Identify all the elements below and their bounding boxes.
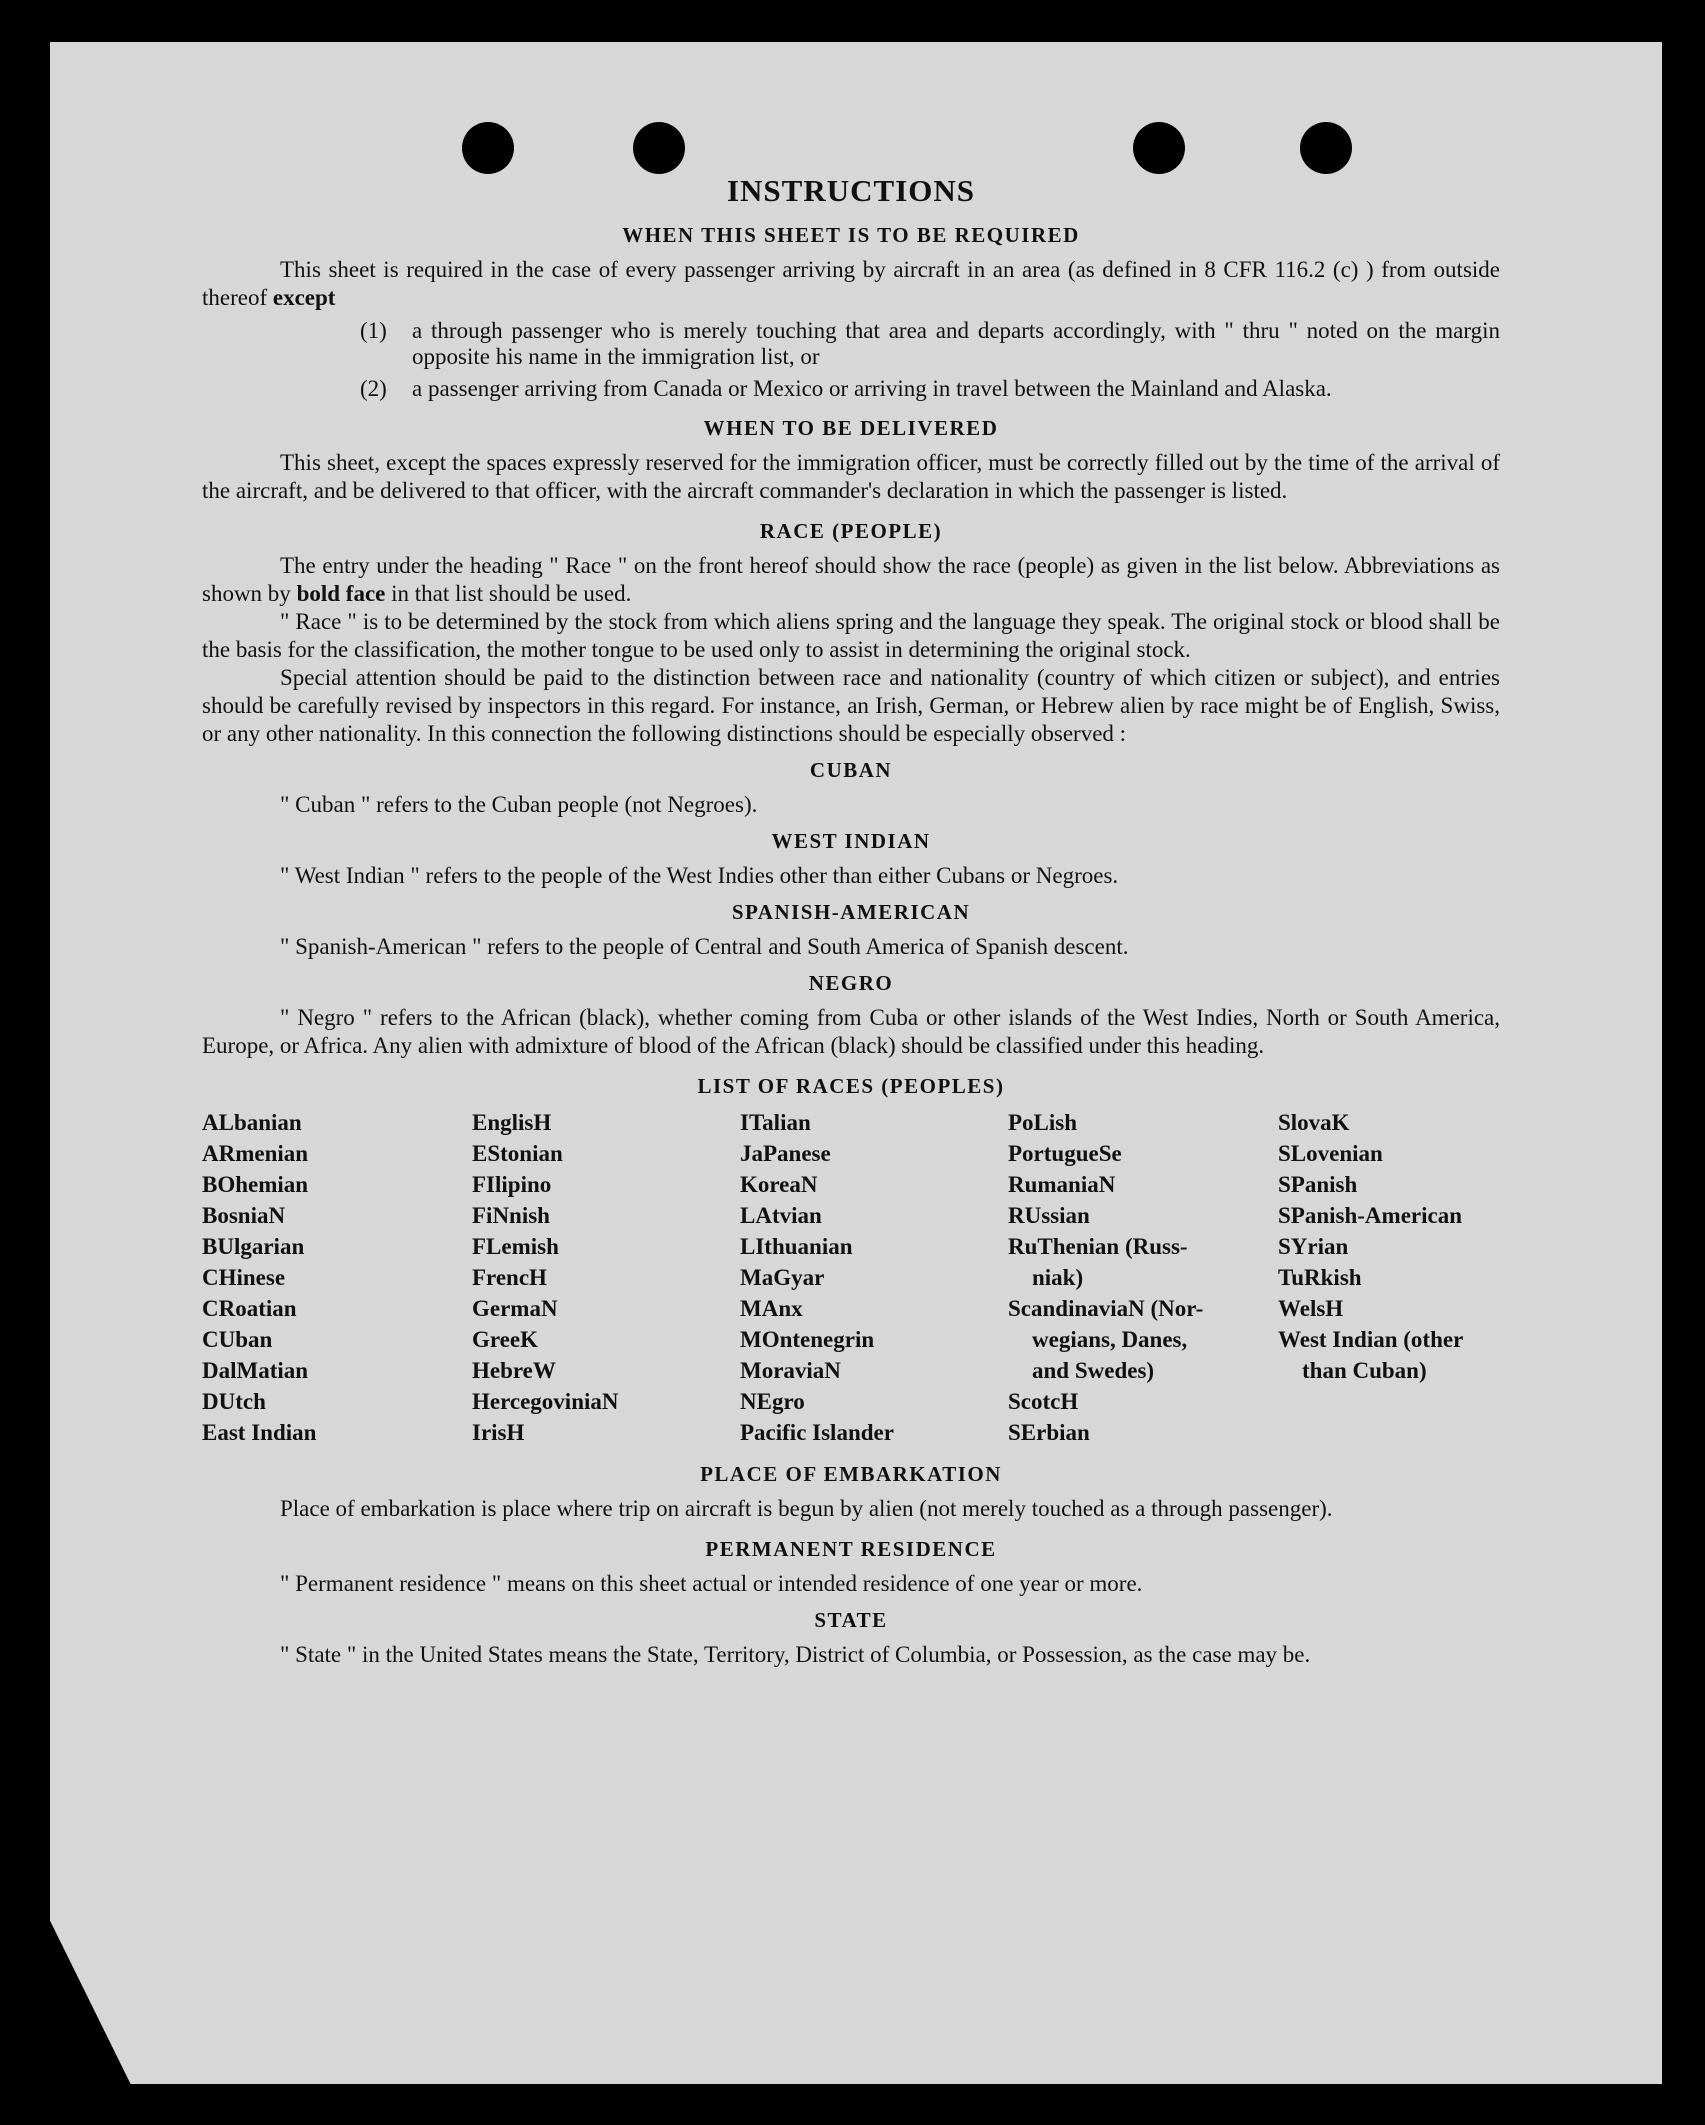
race-item: JaPanese bbox=[740, 1141, 831, 1166]
races-column-5 bbox=[1278, 1107, 1500, 1448]
race-item: ITalian bbox=[740, 1110, 811, 1135]
section-heading-race: RACE (PEOPLE) bbox=[759, 519, 943, 543]
residence-text: " Permanent residence " means on this sheet actual or intended residence of one year or more. bbox=[280, 1571, 1143, 1596]
race-item: East Indian bbox=[202, 1420, 317, 1445]
instructions-content bbox=[202, 165, 1500, 1669]
race-item: GreeK bbox=[472, 1327, 538, 1352]
race-item: RUssian bbox=[1008, 1203, 1090, 1228]
race-item: SLovenian bbox=[1278, 1141, 1383, 1166]
required-text: This sheet is required in the case of every passenger arriving by aircraft in an area (as defined in 8 CFR 116.2 (c) ) from outside thereof bbox=[202, 257, 1500, 310]
required-paragraph bbox=[202, 256, 1500, 312]
state-text: " State " in the United States means the State, Territory, District of Columbia, or Possession, as the case may be. bbox=[280, 1642, 1311, 1667]
race-item: BosniaN bbox=[202, 1203, 286, 1228]
race-item: SPanish-American bbox=[1278, 1203, 1462, 1228]
page-title: INSTRUCTIONS bbox=[726, 173, 975, 208]
exception-item-2 bbox=[360, 376, 1500, 402]
race-item: FiNnish bbox=[472, 1203, 550, 1228]
race-text: in that list should be used. bbox=[391, 581, 632, 606]
section-heading-negro: NEGRO bbox=[808, 971, 894, 995]
item-text: a through passenger who is merely touching that area and departs accordingly, with " thru " noted on the margin opposite his name in the immigration list, or bbox=[412, 318, 1500, 369]
race-item: LAtvian bbox=[740, 1203, 822, 1228]
section-heading-spanish-american: SPANISH-AMERICAN bbox=[731, 900, 971, 924]
race-item: SErbian bbox=[1008, 1420, 1090, 1445]
race-item: ARmenian bbox=[202, 1141, 309, 1166]
race-item: MAnx bbox=[740, 1296, 803, 1321]
race-item: RuThenian (Russ- bbox=[1008, 1234, 1188, 1259]
embarkation-text: Place of embarkation is place where trip on aircraft is begun by alien (not merely touched as a through passenger). bbox=[280, 1496, 1333, 1521]
race-item: FLemish bbox=[472, 1234, 559, 1259]
item-text: a passenger arriving from Canada or Mexico or arriving in travel between the Mainland and Alaska. bbox=[412, 376, 1332, 401]
section-heading-embarkation: PLACE OF EMBARKATION bbox=[700, 1462, 1002, 1486]
race-item: HercegoviniaN bbox=[472, 1389, 619, 1414]
race-item: EStonian bbox=[472, 1141, 563, 1166]
exception-item-1 bbox=[360, 318, 1500, 370]
race-item: SYrian bbox=[1278, 1234, 1349, 1259]
race-item: ALbanian bbox=[202, 1110, 302, 1135]
item-number: (2) bbox=[360, 376, 387, 401]
race-item: TuRkish bbox=[1278, 1265, 1362, 1290]
race-item: NEgro bbox=[740, 1389, 805, 1414]
section-heading-state: STATE bbox=[814, 1608, 888, 1632]
spanish-american-text: " Spanish-American " refers to the people of Central and South America of Spanish descent. bbox=[280, 934, 1129, 959]
race-item: CHinese bbox=[202, 1265, 286, 1290]
race-item: DUtch bbox=[202, 1389, 266, 1414]
race-item: GermaN bbox=[472, 1296, 558, 1321]
race-item: BUlgarian bbox=[202, 1234, 305, 1259]
race-item: WelsH bbox=[1278, 1296, 1344, 1321]
race-item: FIlipino bbox=[472, 1172, 552, 1197]
race-item-continued: and Swedes) bbox=[1032, 1358, 1155, 1383]
race-item-continued: niak) bbox=[1032, 1265, 1084, 1290]
race-item: ScandinaviaN (Nor- bbox=[1008, 1296, 1204, 1321]
negro-text: " Negro " refers to the African (black), whether coming from Cuba or other islands of the West Indies, North or South America, Europe, or Africa. Any alien with admixture of blood of the African (black) should be classified under this heading. bbox=[202, 1005, 1500, 1058]
race-item: MaGyar bbox=[740, 1265, 825, 1290]
race-item: SlovaK bbox=[1278, 1110, 1350, 1135]
delivered-paragraph: This sheet, except the spaces expressly reserved for the immigration officer, must be correctly filled out by the time of the arrival of the aircraft, and be delivered to that officer, with the aircraft commander's declaration in which the passenger is listed. bbox=[202, 450, 1500, 503]
race-item: CRoatian bbox=[202, 1296, 297, 1321]
race-paragraph-2: " Race " is to be determined by the stock from which aliens spring and the language they speak. The original stock or blood shall be the basis for the classification, the mother tongue to be used only to assist in determining the original stock. bbox=[202, 609, 1500, 662]
race-item: FrencH bbox=[472, 1265, 547, 1290]
section-heading-required: WHEN THIS SHEET IS TO BE REQUIRED bbox=[622, 223, 1080, 247]
races-column-1 bbox=[202, 1107, 472, 1448]
races-column-4 bbox=[1008, 1107, 1278, 1448]
race-item: West Indian (other bbox=[1278, 1327, 1464, 1352]
race-item: EnglisH bbox=[472, 1110, 552, 1135]
race-item: BOhemian bbox=[202, 1172, 309, 1197]
race-item: RumaniaN bbox=[1008, 1172, 1116, 1197]
except-text: except bbox=[272, 285, 336, 310]
cuban-text: " Cuban " refers to the Cuban people (not Negroes). bbox=[280, 792, 758, 817]
race-item: CUban bbox=[202, 1327, 273, 1352]
races-column-3 bbox=[740, 1107, 1008, 1448]
race-item-continued: than Cuban) bbox=[1302, 1358, 1427, 1383]
race-item: ScotcH bbox=[1008, 1389, 1079, 1414]
race-item: PoLish bbox=[1008, 1110, 1078, 1135]
bold-face-text: bold face bbox=[296, 581, 386, 606]
races-column-2 bbox=[472, 1107, 740, 1448]
race-text: The entry under the heading " Race " on the front hereof should show the race (people) as given in the list below. Abbreviations as shown by bbox=[202, 553, 1500, 606]
race-item: Pacific Islander bbox=[740, 1420, 894, 1445]
race-item-continued: wegians, Danes, bbox=[1032, 1327, 1188, 1352]
race-item: IrisH bbox=[472, 1420, 525, 1445]
item-number: (1) bbox=[360, 318, 387, 343]
section-heading-races-list: LIST OF RACES (PEOPLES) bbox=[697, 1074, 1005, 1098]
race-item: MoraviaN bbox=[740, 1358, 841, 1383]
race-item: DalMatian bbox=[202, 1358, 309, 1383]
section-heading-residence: PERMANENT RESIDENCE bbox=[705, 1537, 997, 1561]
race-item: HebreW bbox=[472, 1358, 556, 1383]
race-item: SPanish bbox=[1278, 1172, 1358, 1197]
race-item: LIthuanian bbox=[740, 1234, 853, 1259]
race-item: MOntenegrin bbox=[740, 1327, 875, 1352]
section-heading-cuban: CUBAN bbox=[809, 758, 893, 782]
race-item: PortugueSe bbox=[1008, 1141, 1122, 1166]
race-paragraph-1 bbox=[202, 552, 1500, 608]
west-indian-text: " West Indian " refers to the people of the West Indies other than either Cubans or Negroes. bbox=[280, 863, 1119, 888]
race-item: KoreaN bbox=[740, 1172, 818, 1197]
section-heading-west-indian: WEST INDIAN bbox=[771, 829, 931, 853]
race-paragraph-3: Special attention should be paid to the distinction between race and nationality (country of which citizen or subject), and entries should be carefully revised by inspectors in this regard. For instance, an Irish, German, or Hebrew alien by race might be of English, Swiss, or any other nationality. In this connection the following distinctions should be especially observed : bbox=[202, 665, 1500, 746]
section-heading-delivered: WHEN TO BE DELIVERED bbox=[703, 416, 999, 440]
races-list bbox=[202, 1107, 1500, 1448]
